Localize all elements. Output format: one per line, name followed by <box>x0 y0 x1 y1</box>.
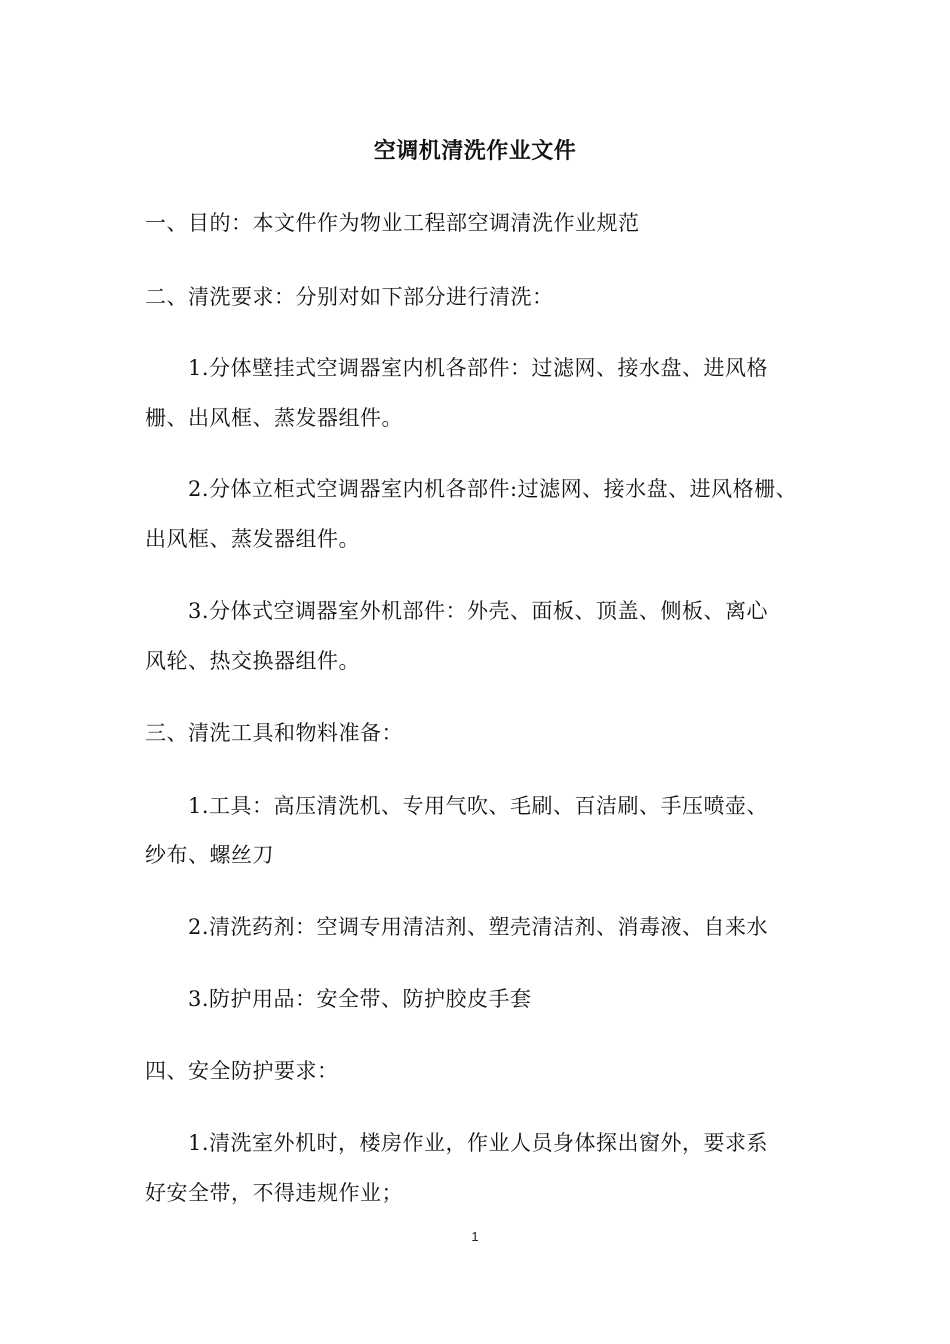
item-safety-outdoor-cont: 好安全带，不得违规作业； <box>145 1181 403 1205</box>
document-title: 空调机清洗作业文件 <box>373 139 577 164</box>
item-tools: 1.工具：高压清洗机、专用气吹、毛刷、百洁刷、手压喷壶、 <box>188 794 769 818</box>
item-wall-mounted-indoor-cont: 栅、出风框、蒸发器组件。 <box>145 406 403 430</box>
item-protective-equipment: 3.防护用品：安全带、防护胶皮手套 <box>188 987 532 1011</box>
item-wall-mounted-indoor: 1.分体壁挂式空调器室内机各部件：过滤网、接水盘、进风格 <box>188 356 769 380</box>
page-number: 1 <box>471 1229 479 1244</box>
item-cabinet-indoor-cont: 出风框、蒸发器组件。 <box>145 527 360 551</box>
section-purpose: 一、目的：本文件作为物业工程部空调清洗作业规范 <box>145 211 640 235</box>
item-tools-cont: 纱布、螺丝刀 <box>145 843 274 867</box>
item-cabinet-indoor: 2.分体立柜式空调器室内机各部件:过滤网、接水盘、进风格栅、 <box>188 477 798 501</box>
section-tools-materials: 三、清洗工具和物料准备： <box>145 721 403 745</box>
section-safety-requirements: 四、安全防护要求： <box>145 1059 339 1083</box>
item-outdoor-unit: 3.分体式空调器室外机部件：外壳、面板、顶盖、侧板、离心 <box>188 599 769 623</box>
item-outdoor-unit-cont: 风轮、热交换器组件。 <box>145 649 360 673</box>
section-cleaning-requirements: 二、清洗要求：分别对如下部分进行清洗： <box>145 285 554 309</box>
item-cleaning-agents: 2.清洗药剂：空调专用清洁剂、塑壳清洁剂、消毒液、自来水 <box>188 915 769 939</box>
item-safety-outdoor: 1.清洗室外机时，楼房作业，作业人员身体探出窗外，要求系 <box>188 1131 769 1155</box>
